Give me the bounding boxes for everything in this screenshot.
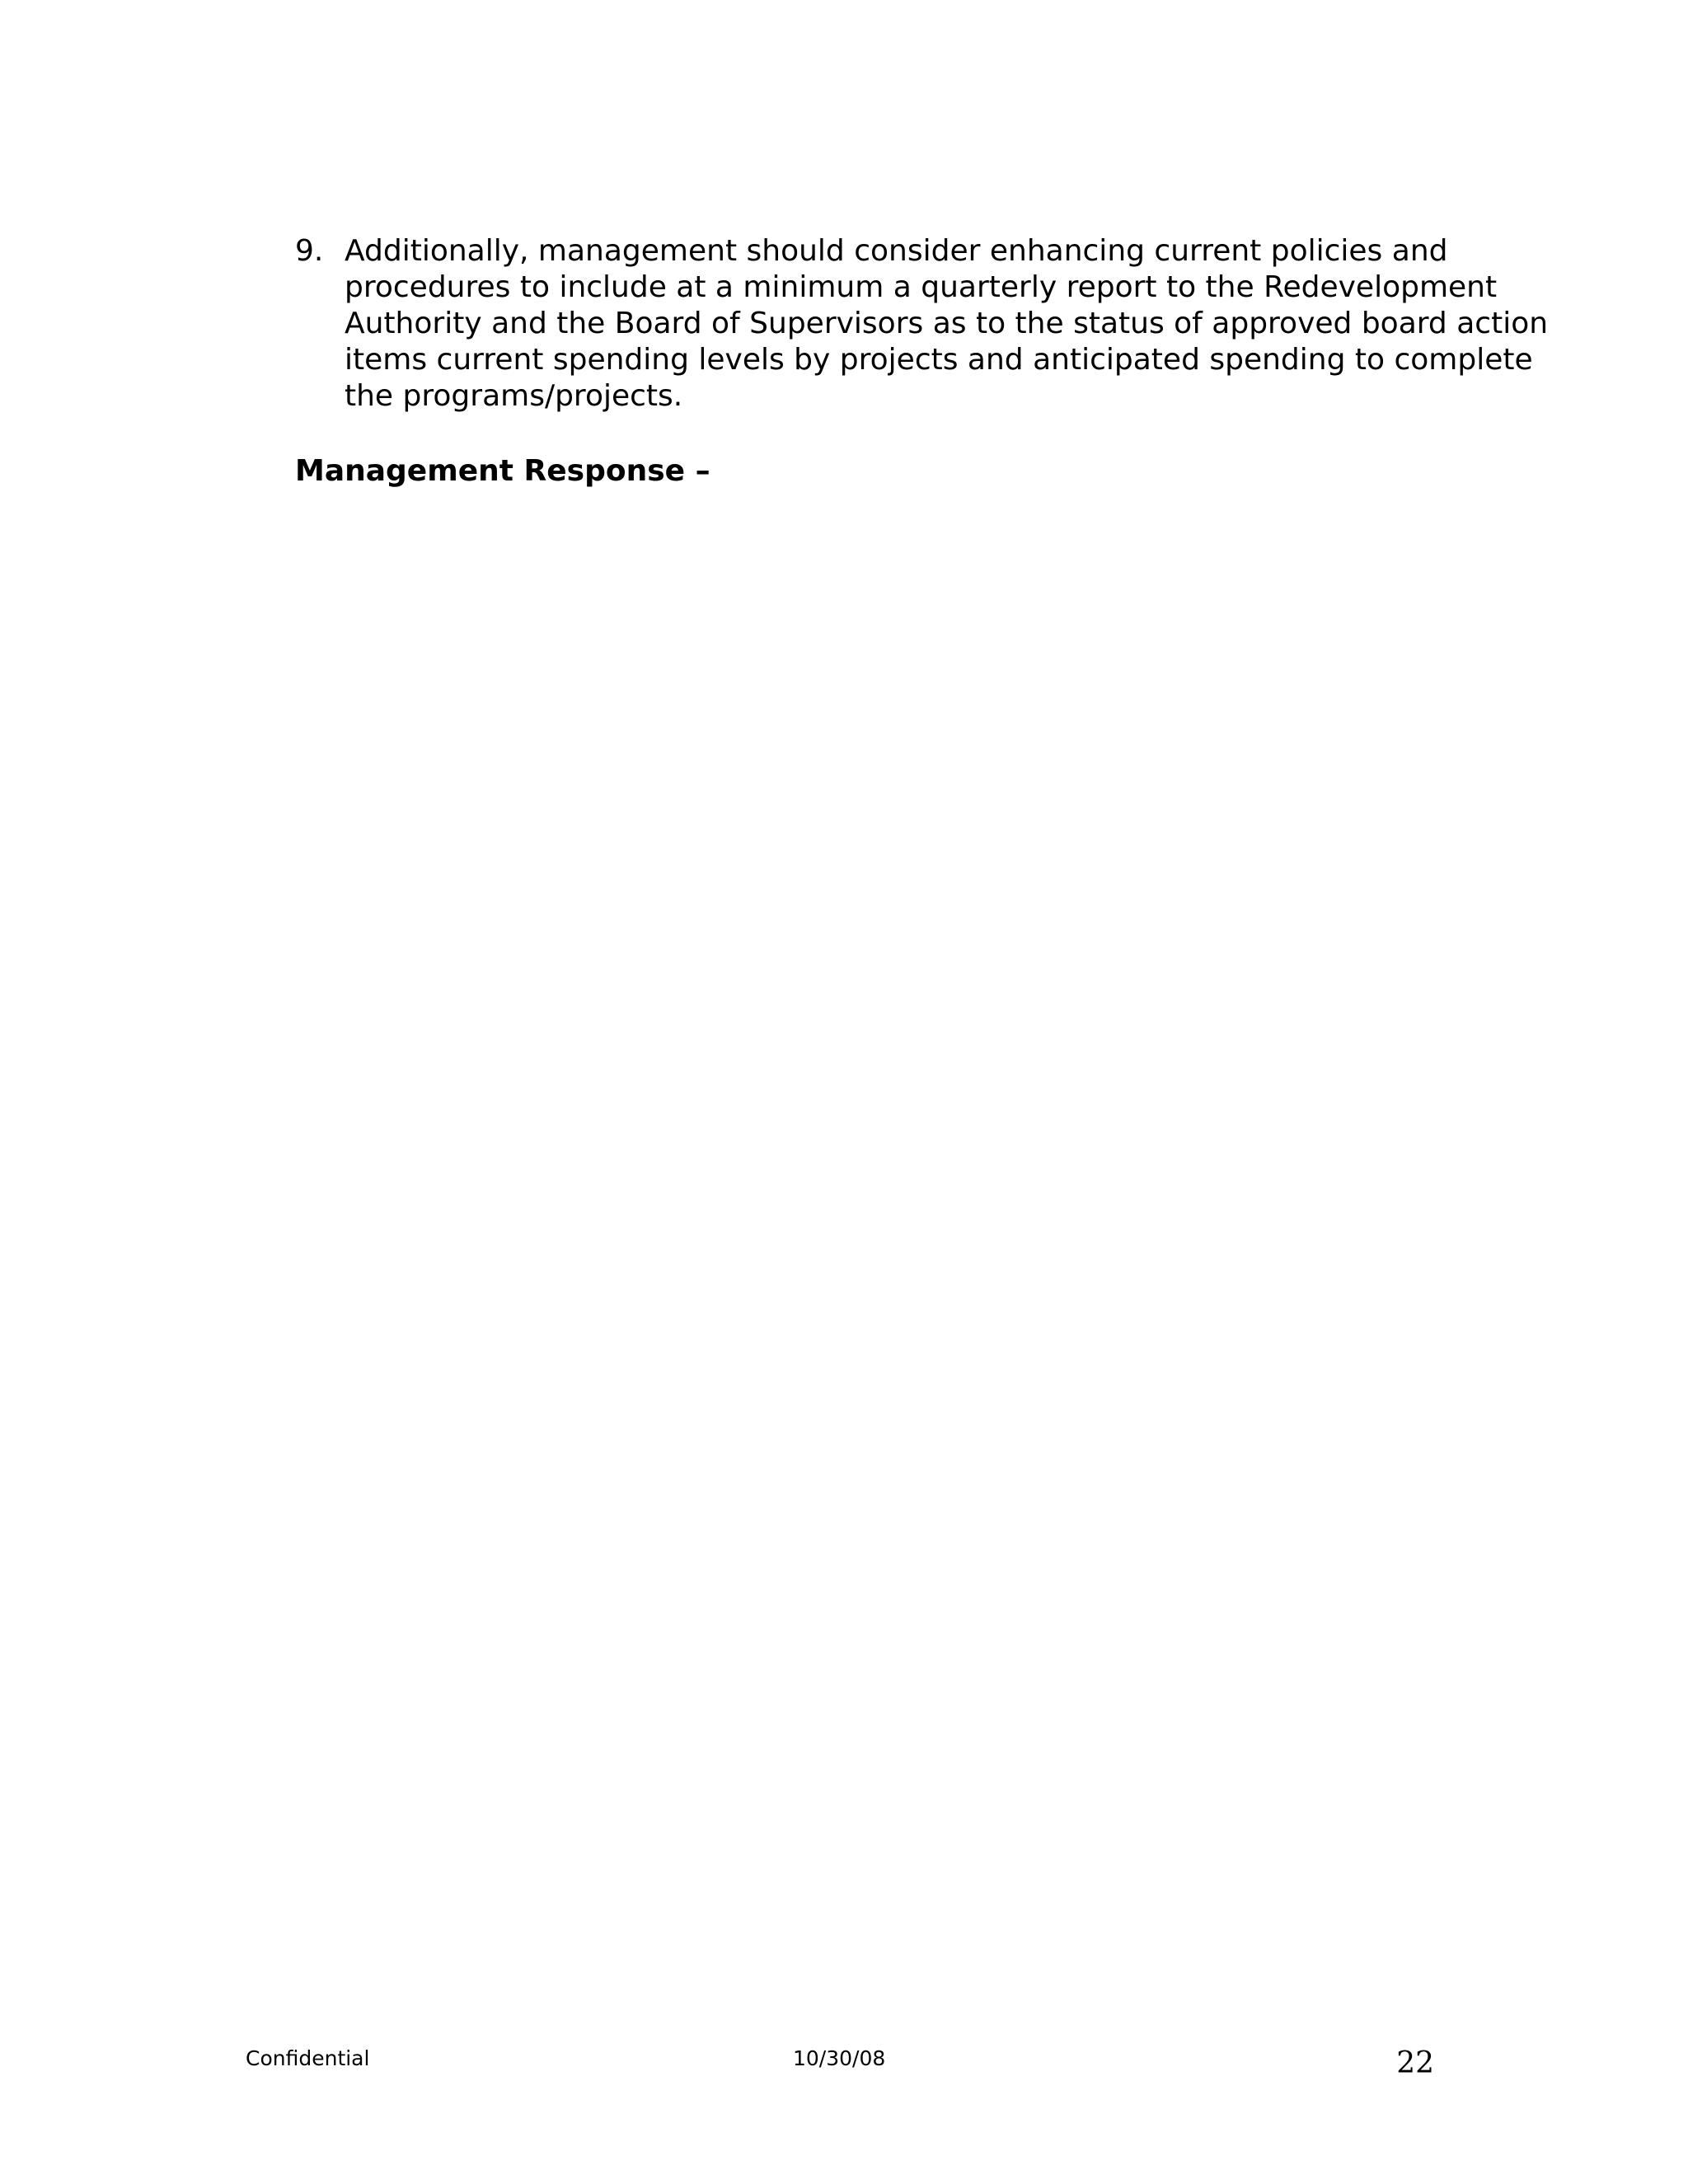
footer-confidential-label: Confidential: [246, 2046, 370, 2070]
recommendation-line: Additionally, management should consider enhancing current policies and: [345, 234, 1448, 268]
recommendation-line: Authority and the Board of Supervisors as to the status of approved board action: [345, 307, 1549, 340]
list-item-number: 9.: [295, 234, 324, 268]
footer-date: 10/30/08: [793, 2046, 886, 2070]
recommendation-line: procedures to include at a minimum a quarterly report to the Redevelopment: [345, 270, 1498, 304]
management-response-heading: Management Response –: [295, 454, 710, 488]
recommendation-text: [345, 233, 1549, 415]
recommendation-line: the programs/projects.: [345, 379, 683, 413]
recommendation-line: items current spending levels by projects and anticipated spending to complete: [345, 343, 1533, 377]
footer-page-number: 22: [1396, 2046, 1434, 2080]
